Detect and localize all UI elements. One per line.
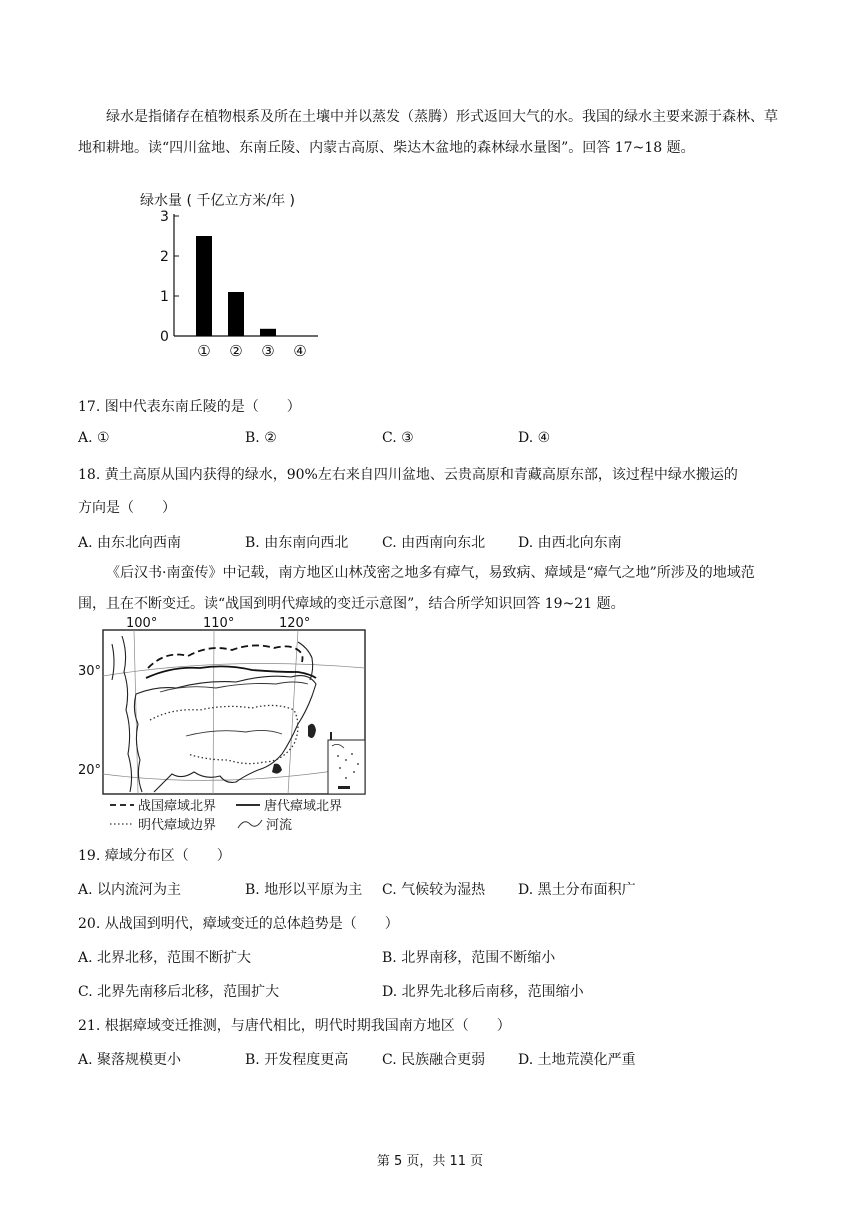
chart-category-label: ④ [293,342,307,360]
chart-y-tick-label: 0 [160,329,169,345]
chart-bars [196,236,276,336]
q20-option-b[interactable]: B. 北界南移，范围不断缩小 [382,950,556,966]
legend-river: 河流 [266,818,293,833]
chart-bar [260,329,276,336]
q21-option-c[interactable]: C. 民族融合更弱 [382,1052,486,1068]
chart-y-tick-label: 1 [160,289,169,305]
chart-y-tick-label: 2 [160,249,169,265]
miasma-change-map [76,614,376,836]
q19-option-b[interactable]: B. 地形以平原为主 [245,882,363,898]
q19-option-c[interactable]: C. 气候较为湿热 [382,882,486,898]
chart-category-label: ② [229,342,243,360]
intro-paragraph-green-water: 绿水是指储存在植物根系及所在土壤中并以蒸发（蒸腾）形式返回大气的水。我国的绿水主要来源于森林、草地和耕地。读“四川盆地、东南丘陵、内蒙古高原、柴达木盆地的森林绿水量图”。回答 17~18 题。 [78,109,778,156]
q18-option-b[interactable]: B. 由东南向西北 [245,535,349,551]
q17-option-b[interactable]: B. ② [245,430,277,446]
intro-paragraph-miasma: 《后汉书·南蛮传》中记载，南方地区山林茂密之地多有瘴气，易致病、瘴域是“瘴气之地”所涉及的地域范围，且在不断变迁。读“战国到明代瘴域的变迁示意图”，结合所学知识回答 19~21 题。 [78,565,755,612]
legend-ming: 明代瘴域边界 [138,818,217,833]
q20-option-a[interactable]: A. 北界北移，范围不断扩大 [78,950,252,966]
q19-option-d[interactable]: D. 黑土分布面积广 [518,882,636,898]
question-20: 20. 从战国到明代，瘴域变迁的总体趋势是（ ） [78,916,399,932]
q20-option-c[interactable]: C. 北界先南移后北移，范围扩大 [78,984,280,1000]
q17-option-a[interactable]: A. ① [78,430,110,446]
q18-option-a[interactable]: A. 由东北向西南 [78,535,182,551]
q21-option-a[interactable]: A. 聚落规模更小 [78,1052,182,1068]
question-17: 17. 图中代表东南丘陵的是（ ） [78,399,301,415]
question-19: 19. 瘴域分布区（ ） [78,848,231,864]
lon-label-110: 110° [203,616,235,631]
legend-warring-states: 战国瘴域北界 [138,799,217,814]
lat-label-30: 30° [78,664,102,679]
q20-option-d[interactable]: D. 北界先北移后南移，范围缩小 [382,984,584,1000]
q18-option-c[interactable]: C. 由西南向东北 [382,535,486,551]
page-footer: 第 5 页，共 11 页 [376,1154,484,1169]
chart-axes [174,214,318,336]
chart-bar [196,236,212,336]
question-21: 21. 根据瘴域变迁推测，与唐代相比，明代时期我国南方地区（ ） [78,1018,511,1034]
q17-option-d[interactable]: D. ④ [518,430,551,446]
map-legend [110,798,342,833]
chart-labels [160,209,307,360]
question-18-line2: 方向是（ ） [78,500,176,516]
q21-option-d[interactable]: D. 土地荒漠化严重 [518,1052,636,1068]
chart-bar [228,292,244,336]
green-water-bar-chart [138,188,338,368]
lon-label-100: 100° [126,616,158,631]
legend-tang: 唐代瘴域北界 [264,799,343,814]
question-18-line1: 18. 黄土高原从国内获得的绿水，90%左右来自四川盆地、云贵高原和青藏高原东部，该过程中绿水搬运的 [78,467,738,483]
q17-option-c[interactable]: C. ③ [382,430,414,446]
q18-option-d[interactable]: D. 由西北向东南 [518,535,622,551]
lon-label-120: 120° [279,616,311,631]
q19-option-a[interactable]: A. 以内流河为主 [78,882,182,898]
south-china-sea-inset [328,740,365,794]
chart-category-label: ③ [261,342,275,360]
chart-category-label: ① [197,342,211,360]
map-frame [103,630,365,794]
lat-label-20: 20° [78,763,102,778]
chart-y-tick-label: 3 [160,209,169,225]
q21-option-b[interactable]: B. 开发程度更高 [245,1052,349,1068]
chart-y-axis-label: 绿水量 ( 千亿立方米/年 ) [140,193,295,209]
